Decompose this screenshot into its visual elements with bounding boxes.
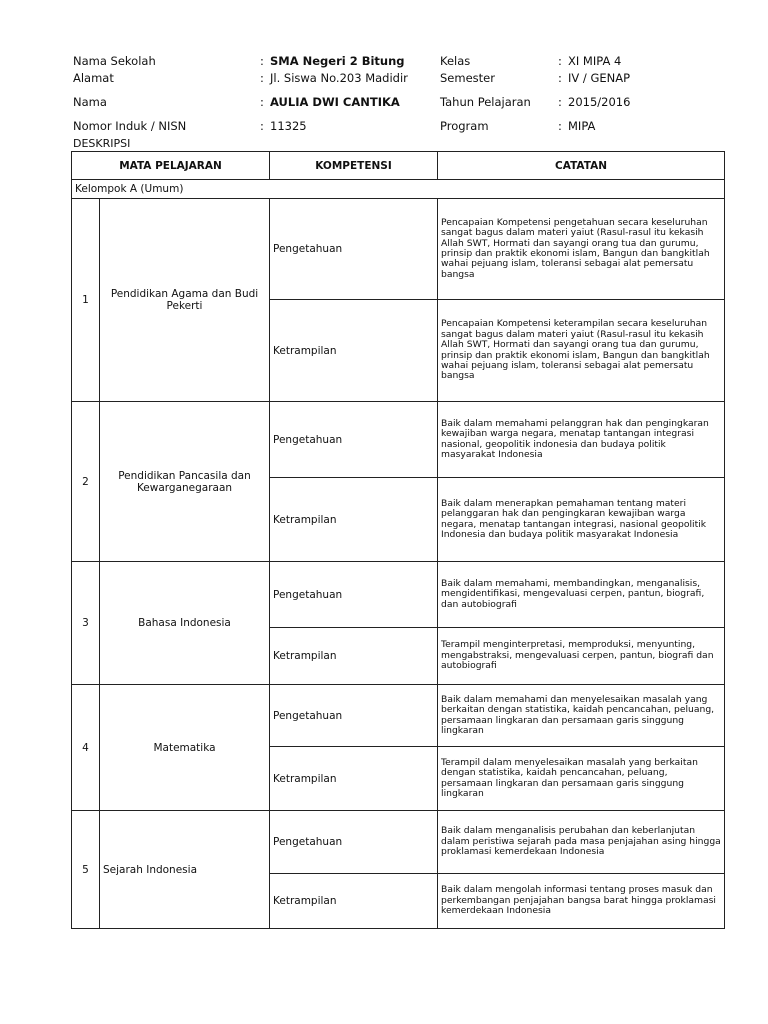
program-value: MIPA [568,119,596,133]
subject-name: Matematika [100,685,270,811]
competence-label: Pengetahuan [270,199,438,300]
program-colon: : [558,119,562,133]
year-label: Tahun Pelajaran [440,95,531,109]
table-row [72,562,725,628]
year-value: 2015/2016 [568,95,631,109]
class-label: Kelas [440,54,471,68]
semester-colon: : [558,71,562,85]
competence-label: Ketrampilan [270,874,438,929]
competence-label: Ketrampilan [270,300,438,402]
table-header-row [72,152,725,180]
competence-label: Ketrampilan [270,628,438,685]
address-value: Jl. Siswa No.203 Madidir [270,71,408,85]
subject-name: Pendidikan Agama dan Budi Pekerti [100,199,270,402]
nisn-label: Nomor Induk / NISN [73,119,187,133]
competence-label: Pengetahuan [270,685,438,747]
competence-label: Pengetahuan [270,811,438,874]
group-row [72,180,725,199]
note-text: Baik dalam memahami, membandingkan, menganalisis, mengidentifikasi, mengevaluasi cerpen, pantun, biografi, dan autobiografi [438,562,725,628]
note-text: Baik dalam memahami pelanggran hak dan pengingkaran kewajiban warga negara, menatap tantangan integrasi nasional, geopolitik indonesia dan budaya politik masyarakat Indonesia [438,402,725,478]
note-text: Pencapaian Kompetensi keterampilan secara keseluruhan sangat bagus dalam materi yaiut (Rasul-rasul itu kekasih Allah SWT, Hormati dan sayangi orang tua dan gurumu, prinsip dan praktik ekonomi islam, Bangun dan bangkitlah wahai pejuang islam, toleransi sebagai alat pemersatu bangsa [438,300,725,402]
note-text: Pencapaian Kompetensi pengetahuan secara keseluruhan sangat bagus dalam materi yaiut (Rasul-rasul itu kekasih Allah SWT, Hormati dan sayangi orang tua dan gurumu, prinsip dan praktik ekonomi islam, Bangun dan bangkitlah wahai pejuang islam, toleransi sebagai alat pemersatu bangsa [438,199,725,300]
year-colon: : [558,95,562,109]
subject-number: 3 [72,562,100,685]
class-colon: : [558,54,562,68]
note-text: Baik dalam mengolah informasi tentang proses masuk dan perkembangan penjajahan bangsa barat hingga proklamasi kemerdekaan Indonesia [438,874,725,929]
student-name-colon: : [260,95,264,109]
description-table [71,151,725,929]
subject-number: 5 [72,811,100,929]
student-name-label: Nama [73,95,107,109]
subject-number: 4 [72,685,100,811]
school-label: Nama Sekolah [73,54,156,68]
note-text: Baik dalam menerapkan pemahaman tentang materi pelanggaran hak dan pengingkaran kewajiban warga negara, menatap tantangan integrasi, nasional geopolitik Indonesia dan budaya politik masyarakat Indonesia [438,478,725,562]
class-value: XI MIPA 4 [568,54,622,68]
competence-label: Ketrampilan [270,747,438,811]
school-colon: : [260,54,264,68]
competence-label: Pengetahuan [270,402,438,478]
school-value: SMA Negeri 2 Bitung [270,54,405,68]
program-label: Program [440,119,489,133]
subject-number: 2 [72,402,100,562]
subject-name: Pendidikan Pancasila dan Kewarganegaraan [100,402,270,562]
note-text: Terampil menginterpretasi, memproduksi, menyunting, mengabstraksi, mengevaluasi cerpen, pantun, biografi dan autobiografi [438,628,725,685]
subject-name: Bahasa Indonesia [100,562,270,685]
header-catatan: CATATAN [438,152,725,180]
nisn-value: 11325 [270,119,307,133]
nisn-colon: : [260,119,264,133]
subject-number: 1 [72,199,100,402]
table-row [72,199,725,300]
competence-label: Ketrampilan [270,478,438,562]
competence-label: Pengetahuan [270,562,438,628]
table-row [72,402,725,478]
note-text: Terampil dalam menyelesaikan masalah yang berkaitan dengan statistika, kaidah pencancahan, peluang, persamaan lingkaran dan persamaan garis singgung lingkaran [438,747,725,811]
note-text: Baik dalam menganalisis perubahan dan keberlanjutan dalam peristiwa sejarah pada masa penjajahan asing hingga proklamasi kemerdekaan Indonesia [438,811,725,874]
student-name-value: AULIA DWI CANTIKA [270,95,400,109]
table-row [72,811,725,874]
address-label: Alamat [73,71,114,85]
section-title: DESKRIPSI [73,137,131,150]
header-kompetensi: KOMPETENSI [270,152,438,180]
semester-value: IV / GENAP [568,71,631,85]
header-mata-pelajaran: MATA PELAJARAN [72,152,270,180]
address-colon: : [260,71,264,85]
semester-label: Semester [440,71,495,85]
subject-name: Sejarah Indonesia [100,811,270,929]
group-label: Kelompok A (Umum) [72,180,725,199]
note-text: Baik dalam memahami dan menyelesaikan masalah yang berkaitan dengan statistika, kaidah pencancahan, peluang, persamaan lingkaran dan persamaan garis singgung lingkaran [438,685,725,747]
table-row [72,685,725,747]
